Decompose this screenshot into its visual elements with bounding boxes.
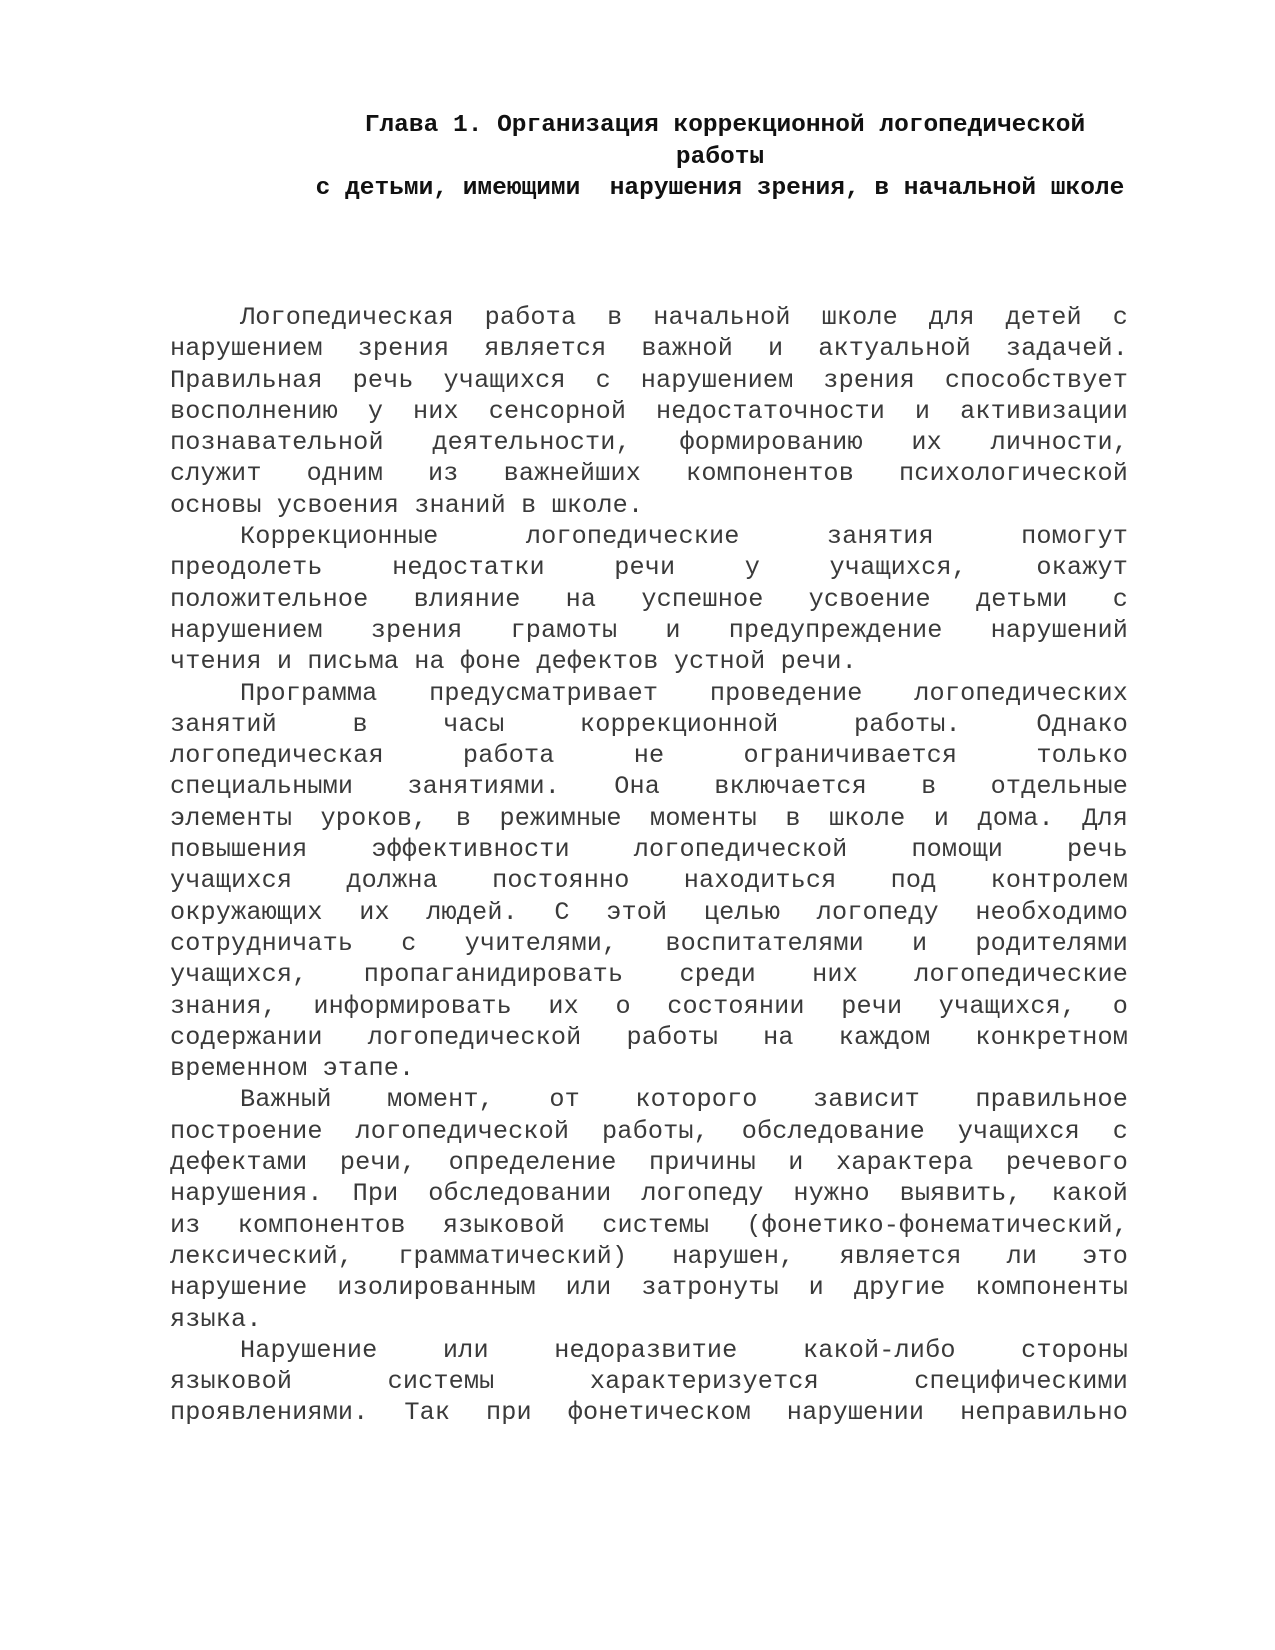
text-line: проявлениями. Так при фонетическом нарушении неправильно bbox=[170, 1398, 1128, 1428]
text-line: нарушением зрения является важной и актуальной задачей. bbox=[170, 334, 1128, 364]
text-line: сотрудничать с учителями, воспитателями и родителями bbox=[170, 928, 1128, 958]
chapter-title-line-1: Глава 1. Организация коррекционной логопедической bbox=[364, 112, 1086, 139]
text-line: логопедическая работа не ограничивается только bbox=[170, 741, 1128, 771]
text-line: специальными занятиями. Она включается в отдельные bbox=[170, 772, 1128, 802]
text-line: Нарушение или недоразвитие какой-либо стороны bbox=[240, 1335, 1128, 1365]
text-line: занятий в часы коррекционной работы. Однако bbox=[170, 709, 1128, 739]
text-line: Важный момент, от которого зависит правильное bbox=[240, 1085, 1128, 1115]
text-line: Логопедическая работа в начальной школе для детей с bbox=[240, 303, 1128, 332]
text-line: языковой системы характеризуется специфическими bbox=[170, 1367, 1128, 1397]
text-line: нарушением зрения грамоты и предупреждение нарушений bbox=[170, 615, 1128, 645]
paragraph-2 bbox=[170, 521, 1128, 677]
text-line: учащихся, пропаганидировать среди них логопедические bbox=[170, 960, 1128, 990]
text-line: знания, информировать их о состоянии речи учащихся, о bbox=[170, 991, 1128, 1021]
text-line: Правильная речь учащихся с нарушением зрения способствует bbox=[170, 365, 1128, 395]
text-line: построение логопедической работы, обследование учащихся с bbox=[170, 1116, 1128, 1146]
paragraph-1 bbox=[170, 302, 1128, 521]
paragraph-5 bbox=[170, 1335, 1128, 1429]
chapter-title-line-3: с детьми, имеющими нарушения зрения, в начальной школе bbox=[315, 175, 1125, 202]
text-line: основы усвоения знаний в школе. bbox=[170, 490, 644, 520]
text-line: окружающих их людей. С этой целью логопеду необходимо bbox=[170, 897, 1128, 927]
text-line: из компонентов языковой системы (фонетико-фонематический, bbox=[170, 1210, 1128, 1240]
text-line: элементы уроков, в режимные моменты в школе и дома. Для bbox=[170, 803, 1128, 833]
text-line: преодолеть недостатки речи у учащихся, окажут bbox=[170, 553, 1128, 583]
text-line: служит одним из важнейших компонентов психологической bbox=[170, 459, 1128, 489]
chapter-title bbox=[170, 110, 1210, 205]
text-line: повышения эффективности логопедической помощи речь bbox=[170, 835, 1128, 865]
chapter-title-line-2: работы bbox=[675, 143, 765, 171]
text-line: лексический, грамматический) нарушен, является ли это bbox=[170, 1241, 1128, 1271]
text-line: нарушение изолированным или затронуты и другие компоненты bbox=[170, 1273, 1128, 1303]
text-line: временном этапе. bbox=[170, 1054, 415, 1084]
text-line: учащихся должна постоянно находиться под контролем bbox=[170, 866, 1128, 896]
document-body bbox=[170, 302, 1128, 1429]
text-line: положительное влияние на успешное усвоение детьми с bbox=[170, 584, 1128, 614]
text-line: познавательной деятельности, формированию их личности, bbox=[170, 428, 1128, 458]
paragraph-4 bbox=[170, 1084, 1128, 1334]
text-line: нарушения. При обследовании логопеду нужно выявить, какой bbox=[170, 1179, 1128, 1209]
text-line: Программа предусматривает проведение логопедических bbox=[240, 678, 1128, 708]
text-line: чтения и письма на фоне дефектов устной речи. bbox=[170, 647, 857, 677]
text-line: дефектами речи, определение причины и характера речевого bbox=[170, 1148, 1128, 1178]
text-line: языка. bbox=[170, 1304, 262, 1334]
text-line: Коррекционные логопедические занятия помогут bbox=[240, 522, 1128, 552]
text-line: содержании логопедической работы на каждом конкретном bbox=[170, 1022, 1128, 1052]
text-line: восполнению у них сенсорной недостаточности и активизации bbox=[170, 396, 1128, 426]
paragraph-3 bbox=[170, 678, 1128, 1085]
